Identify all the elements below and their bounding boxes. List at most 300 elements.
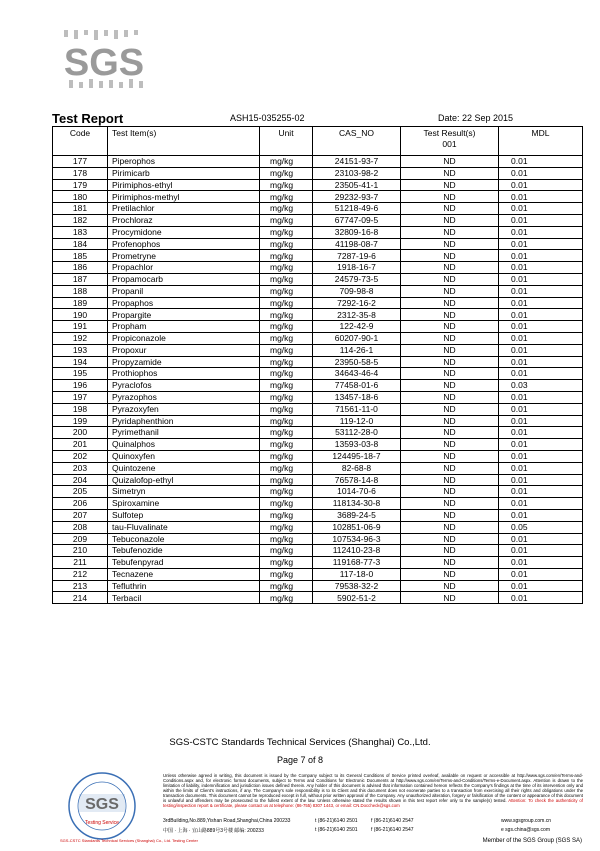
row-test-item: Sulfotep — [108, 509, 260, 521]
row-result: ND — [401, 391, 499, 403]
row-result: ND — [401, 450, 499, 462]
row-mdl: 0.01 — [499, 403, 583, 415]
row-result: ND — [401, 545, 499, 557]
row-cas-no: 24579-73-5 — [313, 273, 401, 285]
table-row — [53, 238, 583, 250]
report-number: ASH15-035255-02 — [230, 113, 305, 123]
table-row — [53, 309, 583, 321]
row-cas-no: 119168-77-3 — [313, 557, 401, 569]
row-result: ND — [401, 462, 499, 474]
table-row — [53, 321, 583, 333]
row-unit: mg/kg — [260, 273, 313, 285]
row-mdl: 0.01 — [499, 533, 583, 545]
row-code: 203 — [53, 462, 108, 474]
row-mdl: 0.01 — [499, 332, 583, 344]
row-code: 207 — [53, 509, 108, 521]
row-code: 197 — [53, 391, 108, 403]
row-cas-no: 41198-08-7 — [313, 238, 401, 250]
row-code: 180 — [53, 191, 108, 203]
table-row — [53, 214, 583, 226]
row-result: ND — [401, 568, 499, 580]
header-test-result-label: Test Result(s) — [423, 128, 476, 138]
testing-service-stamp — [55, 770, 155, 842]
row-mdl: 0.01 — [499, 450, 583, 462]
table-row — [53, 545, 583, 557]
fax-1: f (86-21)6140 2547 — [371, 818, 414, 824]
row-test-item: Tebufenpyrad — [108, 557, 260, 569]
row-test-item: Profenophos — [108, 238, 260, 250]
row-result: ND — [401, 297, 499, 309]
row-mdl: 0.05 — [499, 521, 583, 533]
stamp-caption: SGS-CSTC Standards Technical Services (Shanghai) Co., Ltd. Testing Center — [60, 838, 198, 843]
row-unit: mg/kg — [260, 427, 313, 439]
row-mdl: 0.01 — [499, 580, 583, 592]
header-sample-id: 001 — [442, 138, 457, 149]
table-row — [53, 391, 583, 403]
table-row — [53, 179, 583, 191]
row-code: 214 — [53, 592, 108, 604]
table-row — [53, 427, 583, 439]
row-test-item: Tecnazene — [108, 568, 260, 580]
row-test-item: Prochloraz — [108, 214, 260, 226]
header-test-result — [401, 127, 499, 156]
member-notice: Member of the SGS Group (SGS SA) — [482, 838, 582, 844]
row-cas-no: 7287-19-6 — [313, 250, 401, 262]
row-code: 204 — [53, 474, 108, 486]
table-row — [53, 191, 583, 203]
row-result: ND — [401, 285, 499, 297]
row-result: ND — [401, 592, 499, 604]
row-mdl: 0.01 — [499, 156, 583, 168]
address-cn: 中国 · 上海 · 宜山路889号3号楼 邮编: 200233 — [163, 828, 264, 834]
header-test-item: Test Item(s) — [108, 127, 260, 156]
authenticity-notice: Attention: To check the authenticity of testing/inspection report & certificate, please contact us at telephone: (86-755) 8307 1443, or email: CN.Doccheck@sgs.com — [163, 798, 583, 808]
row-unit: mg/kg — [260, 557, 313, 569]
row-result: ND — [401, 403, 499, 415]
row-code: 178 — [53, 167, 108, 179]
row-cas-no: 77458-01-6 — [313, 380, 401, 392]
row-result: ND — [401, 332, 499, 344]
row-mdl: 0.01 — [499, 486, 583, 498]
row-test-item: Propamocarb — [108, 273, 260, 285]
row-test-item: tau-Fluvalinate — [108, 521, 260, 533]
row-mdl: 0.01 — [499, 238, 583, 250]
telephone-2: t (86-21)6140 2501 — [315, 827, 358, 833]
row-test-item: Quinoxyfen — [108, 450, 260, 462]
row-cas-no: 114-26-1 — [313, 344, 401, 356]
row-code: 189 — [53, 297, 108, 309]
row-result: ND — [401, 356, 499, 368]
row-cas-no: 23950-58-5 — [313, 356, 401, 368]
table-row — [53, 580, 583, 592]
stamp-logo-text: SGS — [85, 796, 119, 813]
table-row — [53, 462, 583, 474]
row-mdl: 0.01 — [499, 203, 583, 215]
row-mdl: 0.01 — [499, 285, 583, 297]
table-row — [53, 344, 583, 356]
row-test-item: Propachlor — [108, 262, 260, 274]
row-result: ND — [401, 344, 499, 356]
row-code: 182 — [53, 214, 108, 226]
row-unit: mg/kg — [260, 344, 313, 356]
row-unit: mg/kg — [260, 521, 313, 533]
row-unit: mg/kg — [260, 533, 313, 545]
row-cas-no: 7292-16-2 — [313, 297, 401, 309]
row-mdl: 0.01 — [499, 226, 583, 238]
row-result: ND — [401, 191, 499, 203]
disclaimer-text: Unless otherwise agreed in writing, this document is issued by the Company subject to its General Conditions of Service printed overleaf, available on request or accessible at http://www.sgs.com/en/Terms-and-Conditions.aspx and, for electronic format documents, subject to Terms and Conditions for Electronic Documents at http://www.sgs.com/en/Terms-and-Conditions/Terms-e-Document.aspx. Attention is drawn to the limitation of liability, indemnification and jurisdiction issues defined therein. Any holder of this document is advised that information contained hereon reflects the Company's findings at the time of its intervention only and within the limits of Client's instructions, if any. The Company's sole responsibility is to its Client and this document does not exonerate parties to a transaction from exercising all their rights and obligations under the transaction documents. This document cannot be reproduced except in full, without prior written approval of the Company. Any unauthorized alteration, forgery or falsification of the content or appearance of this document is unlawful and offenders may be prosecuted to the fullest extent of the law. Unless otherwise stated the results shown in this test report refer only to the sample(s) tested. — [163, 773, 583, 803]
row-unit: mg/kg — [260, 226, 313, 238]
row-result: ND — [401, 415, 499, 427]
row-cas-no: 117-18-0 — [313, 568, 401, 580]
row-cas-no: 1014-70-6 — [313, 486, 401, 498]
row-cas-no: 118134-30-8 — [313, 498, 401, 510]
row-mdl: 0.01 — [499, 568, 583, 580]
row-unit: mg/kg — [260, 250, 313, 262]
row-result: ND — [401, 486, 499, 498]
row-unit: mg/kg — [260, 580, 313, 592]
row-cas-no: 122-42-9 — [313, 321, 401, 333]
row-unit: mg/kg — [260, 486, 313, 498]
table-row — [53, 498, 583, 510]
table-header-row — [53, 127, 583, 156]
row-code: 190 — [53, 309, 108, 321]
row-result: ND — [401, 368, 499, 380]
row-unit: mg/kg — [260, 238, 313, 250]
row-test-item: Quintozene — [108, 462, 260, 474]
row-test-item: Procymidone — [108, 226, 260, 238]
table-row — [53, 439, 583, 451]
row-cas-no: 2312-35-8 — [313, 309, 401, 321]
row-code: 202 — [53, 450, 108, 462]
row-cas-no: 76578-14-8 — [313, 474, 401, 486]
row-test-item: Pyridaphenthion — [108, 415, 260, 427]
row-result: ND — [401, 167, 499, 179]
row-code: 191 — [53, 321, 108, 333]
row-result: ND — [401, 179, 499, 191]
row-unit: mg/kg — [260, 179, 313, 191]
row-test-item: Pyrazoxyfen — [108, 403, 260, 415]
row-test-item: Simetryn — [108, 486, 260, 498]
table-row — [53, 403, 583, 415]
row-unit: mg/kg — [260, 592, 313, 604]
table-row — [53, 380, 583, 392]
row-cas-no: 29232-93-7 — [313, 191, 401, 203]
row-mdl: 0.01 — [499, 509, 583, 521]
sgs-logo — [62, 30, 147, 90]
row-cas-no: 79538-32-2 — [313, 580, 401, 592]
row-mdl: 0.01 — [499, 462, 583, 474]
table-row — [53, 156, 583, 168]
row-unit: mg/kg — [260, 285, 313, 297]
row-result: ND — [401, 474, 499, 486]
row-mdl: 0.01 — [499, 262, 583, 274]
email-link[interactable]: e sgs.china@sgs.com — [501, 827, 550, 833]
row-mdl: 0.01 — [499, 557, 583, 569]
row-test-item: Pirimicarb — [108, 167, 260, 179]
row-code: 195 — [53, 368, 108, 380]
stamp-sub-text: Testing Service — [85, 820, 119, 826]
table-row — [53, 332, 583, 344]
header-code: Code — [53, 127, 108, 156]
row-code: 187 — [53, 273, 108, 285]
row-result: ND — [401, 557, 499, 569]
row-result: ND — [401, 509, 499, 521]
row-test-item: Pyrazophos — [108, 391, 260, 403]
row-result: ND — [401, 439, 499, 451]
row-cas-no: 24151-93-7 — [313, 156, 401, 168]
row-unit: mg/kg — [260, 568, 313, 580]
row-code: 179 — [53, 179, 108, 191]
row-mdl: 0.01 — [499, 191, 583, 203]
row-test-item: Propoxur — [108, 344, 260, 356]
row-code: 194 — [53, 356, 108, 368]
header-unit: Unit — [260, 127, 313, 156]
row-cas-no: 5902-51-2 — [313, 592, 401, 604]
address-en: 3rdBuilding,No.889,Yishan Road,Shanghai,China 200233 — [163, 818, 291, 824]
row-result: ND — [401, 238, 499, 250]
row-code: 196 — [53, 380, 108, 392]
row-result: ND — [401, 203, 499, 215]
row-unit: mg/kg — [260, 439, 313, 451]
row-result: ND — [401, 498, 499, 510]
row-test-item: Propargite — [108, 309, 260, 321]
table-row — [53, 167, 583, 179]
row-code: 206 — [53, 498, 108, 510]
row-mdl: 0.01 — [499, 321, 583, 333]
row-unit: mg/kg — [260, 321, 313, 333]
row-code: 211 — [53, 557, 108, 569]
row-code: 198 — [53, 403, 108, 415]
row-mdl: 0.01 — [499, 545, 583, 557]
row-unit: mg/kg — [260, 545, 313, 557]
row-test-item: Prometryne — [108, 250, 260, 262]
row-mdl: 0.01 — [499, 309, 583, 321]
row-unit: mg/kg — [260, 450, 313, 462]
row-code: 184 — [53, 238, 108, 250]
table-row — [53, 356, 583, 368]
footer-company: SGS-CSTC Standards Technical Services (Shanghai) Co.,Ltd. — [169, 737, 431, 748]
row-unit: mg/kg — [260, 462, 313, 474]
header-cas-no: CAS_NO — [313, 127, 401, 156]
row-code: 209 — [53, 533, 108, 545]
logo-text: SGS — [63, 42, 145, 84]
row-test-item: Tebufenozide — [108, 545, 260, 557]
row-test-item: Tebuconazole — [108, 533, 260, 545]
table-row — [53, 486, 583, 498]
row-mdl: 0.01 — [499, 344, 583, 356]
table-row — [53, 262, 583, 274]
row-result: ND — [401, 533, 499, 545]
page-number: Page 7 of 8 — [276, 755, 324, 765]
row-cas-no: 112410-23-8 — [313, 545, 401, 557]
row-unit: mg/kg — [260, 203, 313, 215]
row-unit: mg/kg — [260, 391, 313, 403]
row-test-item: Pirimiphos-ethyl — [108, 179, 260, 191]
row-test-item: Propyzamide — [108, 356, 260, 368]
row-test-item: Prothiophos — [108, 368, 260, 380]
row-result: ND — [401, 226, 499, 238]
row-mdl: 0.01 — [499, 391, 583, 403]
row-cas-no: 60207-90-1 — [313, 332, 401, 344]
row-test-item: Pretilachlor — [108, 203, 260, 215]
row-mdl: 0.01 — [499, 297, 583, 309]
row-result: ND — [401, 427, 499, 439]
row-mdl: 0.01 — [499, 167, 583, 179]
row-result: ND — [401, 380, 499, 392]
row-mdl: 0.01 — [499, 439, 583, 451]
row-test-item: Propaphos — [108, 297, 260, 309]
table-row — [53, 250, 583, 262]
row-test-item: Quizalofop-ethyl — [108, 474, 260, 486]
row-mdl: 0.01 — [499, 368, 583, 380]
row-code: 200 — [53, 427, 108, 439]
report-date: Date: 22 Sep 2015 — [438, 113, 514, 123]
row-code: 193 — [53, 344, 108, 356]
row-cas-no: 1918-16-7 — [313, 262, 401, 274]
report-header — [52, 112, 582, 126]
row-cas-no: 23505-41-1 — [313, 179, 401, 191]
row-code: 185 — [53, 250, 108, 262]
table-row — [53, 285, 583, 297]
row-mdl: 0.01 — [499, 356, 583, 368]
row-test-item: Piperophos — [108, 156, 260, 168]
row-unit: mg/kg — [260, 262, 313, 274]
row-test-item: Tefluthrin — [108, 580, 260, 592]
table-body — [53, 156, 583, 604]
row-unit: mg/kg — [260, 403, 313, 415]
row-cas-no: 71561-11-0 — [313, 403, 401, 415]
row-code: 213 — [53, 580, 108, 592]
row-result: ND — [401, 521, 499, 533]
row-code: 205 — [53, 486, 108, 498]
row-unit: mg/kg — [260, 474, 313, 486]
table-row — [53, 592, 583, 604]
row-code: 201 — [53, 439, 108, 451]
row-result: ND — [401, 273, 499, 285]
row-cas-no: 102851-06-9 — [313, 521, 401, 533]
row-unit: mg/kg — [260, 167, 313, 179]
row-result: ND — [401, 262, 499, 274]
row-mdl: 0.01 — [499, 179, 583, 191]
table-row — [53, 557, 583, 569]
row-code: 210 — [53, 545, 108, 557]
row-test-item: Propiconazole — [108, 332, 260, 344]
report-title: Test Report — [52, 111, 124, 126]
row-result: ND — [401, 580, 499, 592]
row-test-item: Spiroxamine — [108, 498, 260, 510]
row-test-item: Pyraclofos — [108, 380, 260, 392]
row-result: ND — [401, 214, 499, 226]
table-row — [53, 521, 583, 533]
row-code: 212 — [53, 568, 108, 580]
row-unit: mg/kg — [260, 297, 313, 309]
row-cas-no: 82-68-8 — [313, 462, 401, 474]
disclaimer-block — [163, 773, 583, 808]
row-code: 186 — [53, 262, 108, 274]
row-code: 192 — [53, 332, 108, 344]
row-result: ND — [401, 250, 499, 262]
test-results-table — [52, 126, 583, 604]
row-test-item: Quinalphos — [108, 439, 260, 451]
row-result: ND — [401, 321, 499, 333]
row-mdl: 0.01 — [499, 250, 583, 262]
row-unit: mg/kg — [260, 509, 313, 521]
row-unit: mg/kg — [260, 214, 313, 226]
table-row — [53, 226, 583, 238]
table-row — [53, 203, 583, 215]
table-row — [53, 415, 583, 427]
table-row — [53, 450, 583, 462]
row-unit: mg/kg — [260, 309, 313, 321]
row-cas-no: 32809-16-8 — [313, 226, 401, 238]
telephone-1: t (86-21)6140 2501 — [315, 818, 358, 824]
table-row — [53, 474, 583, 486]
fax-2: f (86-21)6140 2547 — [371, 827, 414, 833]
row-unit: mg/kg — [260, 380, 313, 392]
row-unit: mg/kg — [260, 356, 313, 368]
row-mdl: 0.01 — [499, 273, 583, 285]
row-cas-no: 67747-09-5 — [313, 214, 401, 226]
row-unit: mg/kg — [260, 156, 313, 168]
row-test-item: Pirimiphos-methyl — [108, 191, 260, 203]
row-mdl: 0.01 — [499, 498, 583, 510]
row-code: 188 — [53, 285, 108, 297]
row-test-item: Terbacil — [108, 592, 260, 604]
table-row — [53, 533, 583, 545]
table-row — [53, 368, 583, 380]
table-row — [53, 509, 583, 521]
row-test-item: Pyrimethanil — [108, 427, 260, 439]
row-cas-no: 13457-18-6 — [313, 391, 401, 403]
row-cas-no: 107534-96-3 — [313, 533, 401, 545]
row-mdl: 0.01 — [499, 427, 583, 439]
row-code: 177 — [53, 156, 108, 168]
row-cas-no: 709-98-8 — [313, 285, 401, 297]
row-cas-no: 124495-18-7 — [313, 450, 401, 462]
row-result: ND — [401, 309, 499, 321]
row-test-item: Propanil — [108, 285, 260, 297]
row-code: 199 — [53, 415, 108, 427]
row-code: 208 — [53, 521, 108, 533]
row-unit: mg/kg — [260, 191, 313, 203]
row-unit: mg/kg — [260, 332, 313, 344]
row-cas-no: 53112-28-0 — [313, 427, 401, 439]
row-cas-no: 23103-98-2 — [313, 167, 401, 179]
row-code: 181 — [53, 203, 108, 215]
row-test-item: Propham — [108, 321, 260, 333]
row-unit: mg/kg — [260, 368, 313, 380]
row-cas-no: 13593-03-8 — [313, 439, 401, 451]
row-mdl: 0.01 — [499, 415, 583, 427]
row-unit: mg/kg — [260, 498, 313, 510]
row-code: 183 — [53, 226, 108, 238]
row-result: ND — [401, 156, 499, 168]
row-cas-no: 3689-24-5 — [313, 509, 401, 521]
website-link[interactable]: www.sgsgroup.com.cn — [501, 818, 552, 824]
row-mdl: 0.01 — [499, 592, 583, 604]
row-mdl: 0.01 — [499, 474, 583, 486]
row-cas-no: 51218-49-6 — [313, 203, 401, 215]
row-cas-no: 34643-46-4 — [313, 368, 401, 380]
row-cas-no: 119-12-0 — [313, 415, 401, 427]
row-mdl: 0.03 — [499, 380, 583, 392]
row-mdl: 0.01 — [499, 214, 583, 226]
table-row — [53, 568, 583, 580]
row-unit: mg/kg — [260, 415, 313, 427]
header-mdl: MDL — [499, 127, 583, 156]
table-row — [53, 297, 583, 309]
